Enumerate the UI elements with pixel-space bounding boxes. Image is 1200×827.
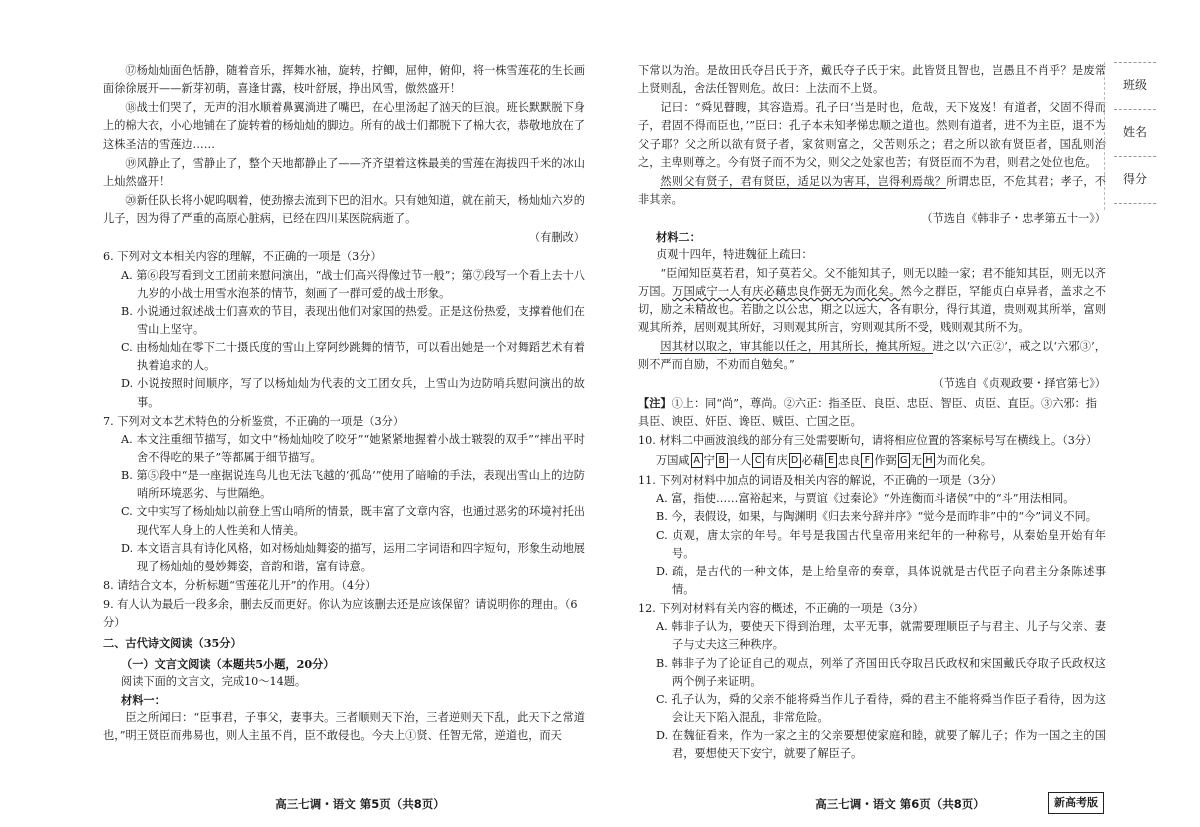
- page-footer-right: 高三七调・语文 第6页（共8页）: [815, 797, 985, 811]
- underlined-sentence: 然则父有贤子，君有贤臣，适足以为害耳，岂得利焉哉？: [660, 174, 947, 188]
- paragraph-text: 所谓忠臣，不危其君；孝子，不非其亲。: [638, 174, 1106, 206]
- answer-option: B. 今，表假设，如果，与陶渊明《归去来兮辞并序》“觉今是而昨非”中的“今”词义不同。: [656, 510, 1097, 524]
- answer-option: C. 贞观，唐太宗的年号。年号是我国古代皇帝用来纪年的一种称号，从秦始皇开始有年号。: [656, 528, 1106, 560]
- answer-option: D. 小说按照时间顺序，写了以杨灿灿为代表的文工团女兵，上雪山为边防哨兵慰问演出的故事。: [121, 377, 585, 409]
- question: 8. 请结合文本，分析标题“雪莲花儿开”的作用。（4分）: [103, 578, 377, 592]
- answer-option: D. 疏，是古代的一种文体，是上给皇帝的奏章，具体说就是古代臣子向君主分条陈述事情。: [656, 564, 1106, 596]
- class-field[interactable]: 班级: [1114, 63, 1156, 110]
- answer-option: D. 在魏征看来，作为一家之主的父亲要想使家庭和睦，就要了解儿子；作为一国之主的国君，要想使天下安宁，就要了解臣子。: [656, 729, 1106, 761]
- underlined-sentence: 因其材以取之，审其能以任之，用其所长，掩其所短。: [660, 340, 933, 354]
- paragraph: ⑲风静止了，雪静止了，整个天地都静止了——齐齐望着这株最美的雪莲在海拔四千米的冰山上灿然盛开！: [103, 156, 585, 188]
- segment-text: 作弼: [874, 453, 897, 467]
- instruction-text: 贞观十四年，特进魏征上疏曰：: [656, 248, 813, 262]
- answer-option: A. 韩非子认为，要使天下得到治理，太平无事，就需要理顺臣子与君主、儿子与父亲、妻子与丈夫这三种秩序。: [656, 620, 1106, 652]
- citation: （节选自《贞观政要・择官第七》）: [932, 377, 1106, 391]
- segment-text: 万国咸: [656, 453, 690, 467]
- paragraph: [638, 173, 1106, 209]
- answer-option: B. 韩非子为了论证自己的观点，列举了齐国田氏夺取吕氏政权和宋国戴氏夺取子氏政权这两个例子来证明。: [656, 656, 1106, 688]
- binding-line: [1104, 62, 1105, 210]
- segment-text: 无: [910, 453, 922, 467]
- break-box[interactable]: G: [898, 453, 910, 468]
- paragraph-text: “臣闻知臣莫若君，知子莫若父。父不能知其子，则无以睦一家；君不能知其臣，则无以齐万国。: [638, 266, 1106, 298]
- answer-option: A. 富，指使……富裕起来，与贾谊《过秦论》“外连衡而斗诸侯”中的“斗”用法相同。: [656, 492, 1075, 506]
- question: 10. 材料二中画波浪线的部分有三处需要断句，请将相应位置的答案标号写在横线上。（3分）: [638, 433, 1098, 447]
- paragraph: ⑳新任队长将小妮呜咽着，使劲擦去流到下巴的泪水。只有她知道，就在前天，杨灿灿六岁的儿子，因为得了严重的高原心脏病，已经在四川某医院病逝了。: [103, 193, 585, 226]
- paragraph-text: 进之以‘六正②’，戒之以‘六邪③’，则不严而自励，不劝而自勉矣。”: [638, 340, 1106, 372]
- citation: （节选自《韩非子・忠孝第五十一》）: [921, 212, 1106, 226]
- break-box[interactable]: E: [825, 453, 837, 468]
- paragraph: [638, 338, 1106, 374]
- annotation-note: [638, 394, 1106, 431]
- source-note: （有删改）: [529, 231, 585, 245]
- break-box[interactable]: A: [691, 453, 703, 468]
- student-info-box: [1114, 62, 1156, 204]
- segment-text: 为而化矣。: [935, 453, 992, 467]
- paragraph: ⑰杨灿灿面色恬静，随着音乐，挥舞水袖，旋转，拧鲫，屈伸，俯仰，将一株雪莲花的生长画面徐徐展开——新芽初萌，喜逢甘露，枝叶舒展，挣出风雪，傲然盛开！: [103, 64, 585, 96]
- segment-text: 必藉: [801, 453, 824, 467]
- answer-option: C. 由杨灿灿在零下二十摄氏度的雪山上穿阿纱跳舞的情节，可以看出她是一个对舞蹈艺术有着执着追求的人。: [121, 341, 585, 373]
- right-page-column: [638, 62, 1106, 763]
- break-box[interactable]: D: [789, 453, 801, 468]
- instruction-text: 阅读下面的文言文，完成10～14题。: [121, 674, 307, 688]
- paragraph: 记曰：“舜见瞽瞍，其容造焉。孔子曰‘当是时也，危哉，天下岌岌！有道者，父固不得而子，君固不得而臣也，’”臣曰：孔子本未知孝悌忠顺之道也。然则有道者，进不为主臣，退不为父子耶？父之所以欲有贤子者，家贫则富之，父苦则乐之；君之所以欲有贤臣者，国乱则治之，主卑则尊之。今有贤子而不为父，则父之处家也苦；有贤臣而不为君，则君之处位也危。: [638, 101, 1106, 169]
- subsection-heading: 材料二：: [656, 230, 701, 245]
- question: 9. 有人认为最后一段多余，删去反而更好。你认为应该删去还是应该保留？请说明你的理由。（6分）: [103, 598, 578, 630]
- wavy-underlined-sentence: 万国咸宁一人有庆必藉忠良作弼无为而化矣。: [672, 284, 901, 298]
- edition-badge: 新高考版: [1048, 792, 1104, 814]
- sentence-break-boxes: [656, 452, 1106, 470]
- break-box[interactable]: C: [752, 453, 764, 468]
- subsection-heading: 材料一：: [121, 692, 166, 707]
- question: 6. 下列对文本相关内容的理解，不正确的一项是（3分）: [103, 250, 382, 264]
- question: 7. 下列对文本艺术特色的分析鉴赏，不正确的一项是（3分）: [103, 414, 405, 428]
- paragraph: 臣之所闻曰：“臣事君，子事父，妻事夫。三者顺则天下治，三者逆则天下乱，此天下之常道也，”明王贤臣而弗易也，则人主虽不肖，臣不敢侵也。今夫上①贤、任智无常，逆道也，而天: [103, 710, 585, 743]
- segment-text: 一人: [728, 453, 752, 467]
- question: 12. 下列对材料有关内容的概述，不正确的一项是（3分）: [638, 602, 924, 616]
- break-box[interactable]: F: [861, 453, 873, 468]
- answer-option: C. 孔子认为，舜的父亲不能将舜当作儿子看待，舜的君主不能将舜当作臣子看待，因为这会让天下陷入混乱，非常危险。: [656, 692, 1106, 724]
- paragraph: ⑱战士们哭了，无声的泪水顺着鼻翼淌进了嘴巴，在心里汤起了汹天的巨浪。班长默默脱下身上的棉大衣，小心地铺在了旋转着的杨灿灿的脚边。所有的战士们都脱下了棉大衣，恭敬地放在了这株圣洁的雪莲边……: [103, 101, 585, 151]
- answer-option: A. 本文注重细节描写，如文中“杨灿灿咬了咬牙”“她紧紧地握着小战士皲裂的双手”“摔出平时舍不得吃的果子”等都属于细节描写。: [121, 432, 585, 464]
- segment-text: 有庆: [765, 453, 788, 467]
- break-box[interactable]: B: [716, 453, 728, 468]
- score-field[interactable]: 得分: [1114, 157, 1156, 204]
- answer-option: C. 文中实写了杨灿灿以前登上雪山哨所的情景，既丰富了文章内容，也通过恶劣的环境衬托出现代军人身上的人性美和人情美。: [121, 505, 585, 537]
- section-heading: 二、古代诗文阅读（35分）: [103, 636, 242, 651]
- left-page-column: [103, 62, 585, 746]
- answer-option: A. 第⑥段写看到文工团前来慰问演出，“战士们高兴得像过节一般”；第⑦段写一个看上去十八九岁的小战士用雪水泡茶的情节，刻画了一群可爱的战士形象。: [121, 268, 585, 300]
- segment-text: 忠良: [837, 453, 861, 467]
- note-label: 【注】: [638, 395, 672, 410]
- paragraph: 下常以为治。是故田氏夺吕氏于齐，戴氏夺子氏于宋。此皆贤且智也，岂愚且不肖乎？是废常上贤则乱，舍法任智则危。故曰：上法而不上贤。: [638, 64, 1106, 96]
- answer-option: B. 第⑤段中“是一座据说连鸟儿也无法飞越的‘孤岛’”使用了暗喻的手法，表现出雪山上的边防哨所环境恶劣、与世隔绝。: [121, 469, 585, 501]
- segment-text: 宁: [703, 453, 715, 467]
- question: 11. 下列对材料中加点的词语及相关内容的解说，不正确的一项是（3分）: [638, 474, 1003, 488]
- paragraph: [638, 265, 1106, 338]
- break-box[interactable]: H: [923, 453, 935, 468]
- answer-option: B. 小说通过叙述战士们喜欢的节目，表现出他们对家国的热爱。正是这份热爱，支撑着他们在雪山上坚守。: [121, 304, 585, 336]
- note-text: ①上：同“尚”，尊尚。②六正：指圣臣、良臣、忠臣、智臣、贞臣、直臣。③六邪：指具臣、谀臣、奸臣、谗臣、贼臣、亡国之臣。: [638, 396, 1097, 428]
- answer-option: D. 本文语言具有诗化风格，如对杨灿灿舞姿的描写，运用二字词语和四字短句，形象生动地展现了杨灿灿的曼妙舞姿，音韵和谐，富有诗意。: [121, 541, 585, 573]
- name-field[interactable]: 姓名: [1114, 110, 1156, 157]
- subsection-heading: （一）文言文阅读（本题共5小题，20分）: [121, 656, 335, 671]
- paragraph-text: 然今之群臣，罕能贞白卓异者，盖求之不切，励之未精故也。若勖之以公忠，期之以远大，各有职分，得行其道，贵则观其所举，富则观其所养，居则观其所好，习则观其所言，穷则观其所不受，贱则观其所不为。: [638, 284, 1106, 334]
- page-footer-left: 高三七调・语文 第5页（共8页）: [275, 797, 445, 811]
